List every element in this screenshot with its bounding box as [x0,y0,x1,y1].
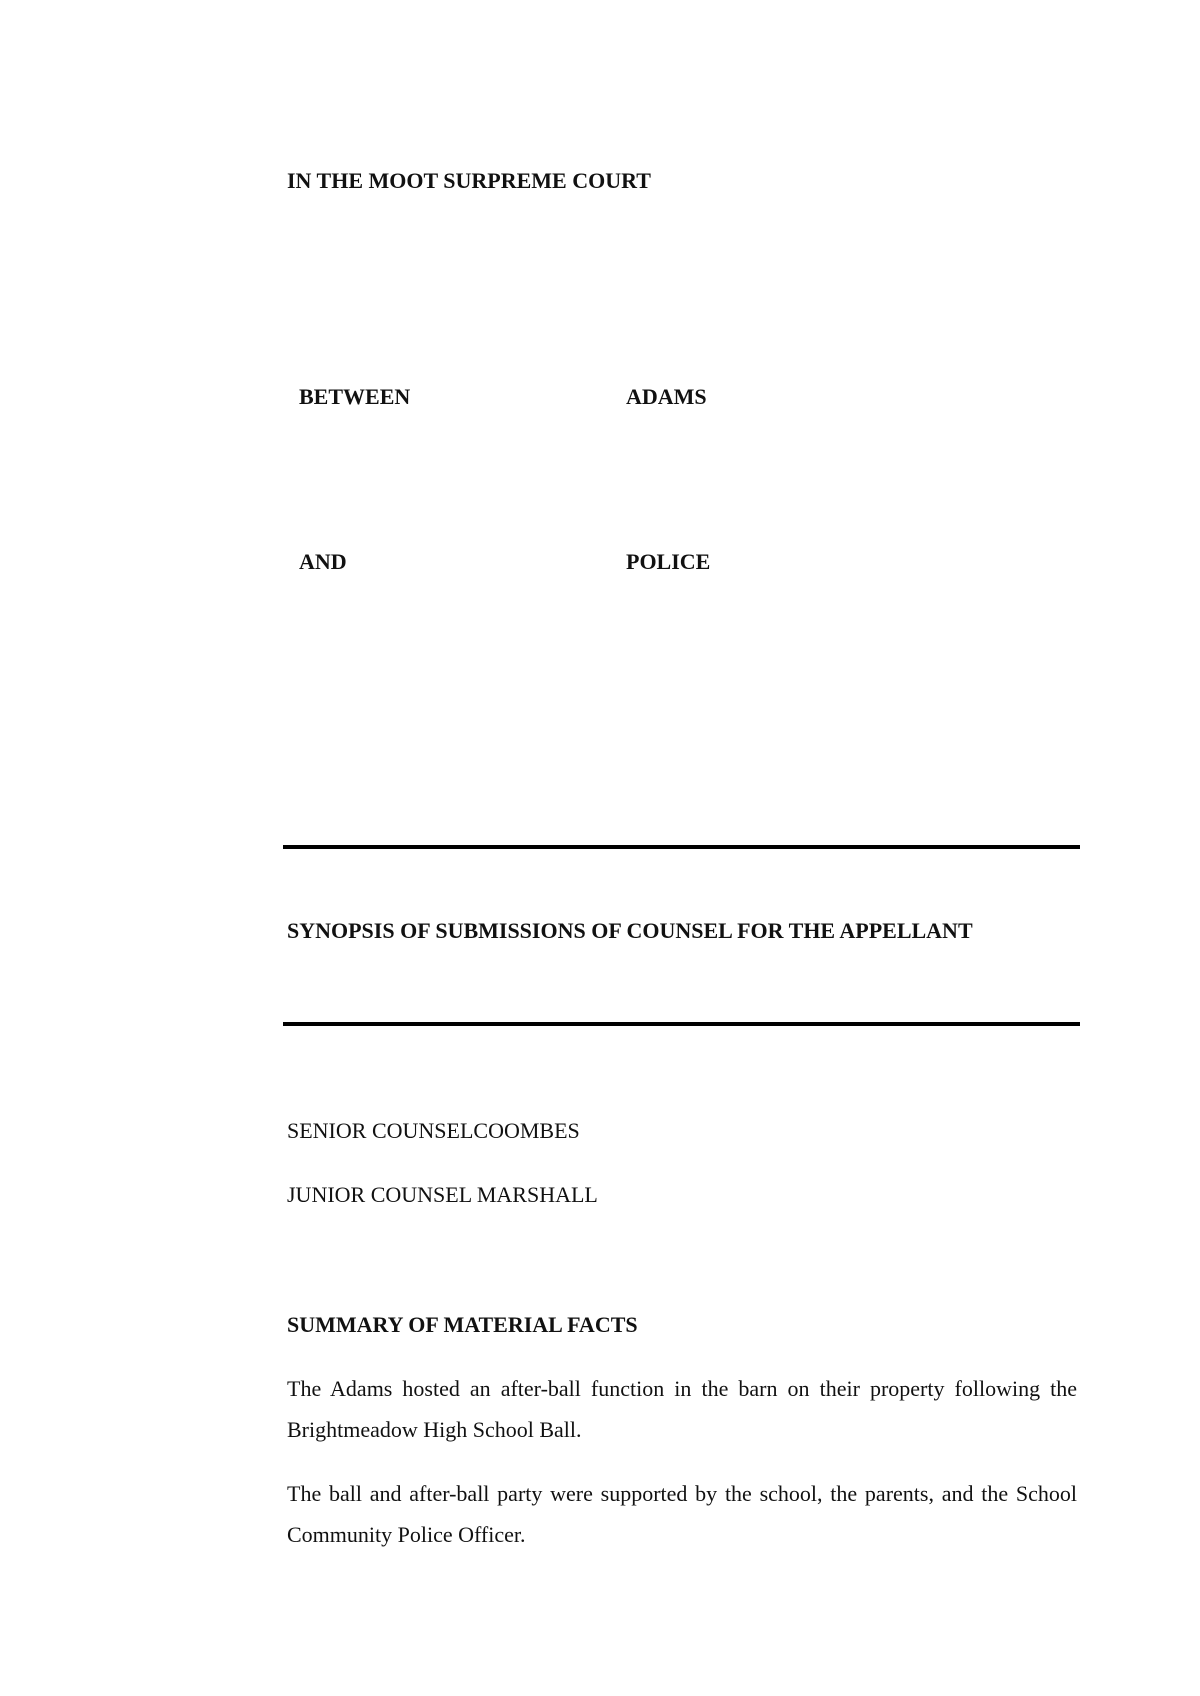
senior-counsel: SENIOR COUNSELCOOMBES [287,1118,580,1143]
junior-counsel: JUNIOR COUNSEL MARSHALL [287,1182,598,1207]
synopsis-title: SYNOPSIS OF SUBMISSIONS OF COUNSEL FOR THE APPELLANT [287,918,973,943]
top-rule [283,845,1080,849]
court-heading: IN THE MOOT SURPREME COURT [287,168,651,193]
between-label: BETWEEN [299,384,411,409]
and-label: AND [299,549,347,574]
appellant-name: ADAMS [626,384,707,409]
summary-paragraph-2: The ball and after-ball party were supported by the school, the parents, and the School Community Police Officer. [287,1481,1077,1547]
bottom-rule [283,1022,1080,1026]
summary-paragraph-1: The Adams hosted an after-ball function in the barn on their property following the Brightmeadow High School Ball. [287,1376,1077,1442]
summary-heading: SUMMARY OF MATERIAL FACTS [287,1312,638,1337]
respondent-name: POLICE [626,549,711,574]
